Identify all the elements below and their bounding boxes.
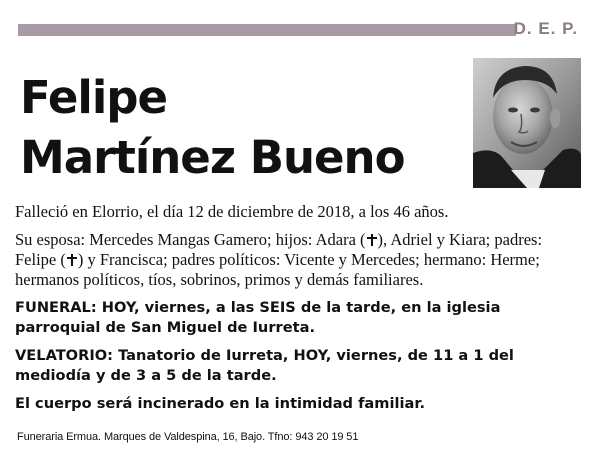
- funeral-info: FUNERAL: HOY, viernes, a las SEIS de la tarde, en la iglesia parroquial de San Miguel de Iurreta.: [15, 299, 501, 336]
- funeral-home-footer: Funeraria Ermua. Marques de Valdespina, 16, Bajo. Tfno: 943 20 19 51: [17, 431, 359, 443]
- death-notice: Falleció en Elorrio, el día 12 de diciembre de 2018, a los 46 años.: [15, 202, 449, 221]
- notice-body: [15, 202, 575, 422]
- dep-label: D. E. P.: [513, 19, 578, 38]
- header-rule: [18, 24, 516, 36]
- first-name: Felipe: [20, 71, 168, 124]
- latin-cross-icon: [367, 234, 377, 246]
- family-text-1: Su esposa: Mercedes Mangas Gamero; hijos: Adara (: [15, 230, 366, 249]
- portrait-photo: [473, 58, 581, 188]
- cremation-info: El cuerpo será incinerado en la intimidad familiar.: [15, 395, 425, 412]
- family-text-2: ), Adriel y Kiara; padres: Felipe (: [15, 230, 543, 269]
- latin-cross-icon: [67, 254, 77, 266]
- family-text-3: ) y Francisca; padres políticos: Vicente y Mercedes; hermano: Herme; hermanos políticos, tíos, sobrinos, primos y demás familiares.: [15, 250, 540, 289]
- family-list: [15, 230, 575, 290]
- deceased-name: [20, 68, 460, 188]
- surnames: Martínez Bueno: [20, 131, 405, 184]
- wake-info: VELATORIO: Tanatorio de Iurreta, HOY, viernes, de 11 a 1 del mediodía y de 3 a 5 de la tarde.: [15, 347, 514, 384]
